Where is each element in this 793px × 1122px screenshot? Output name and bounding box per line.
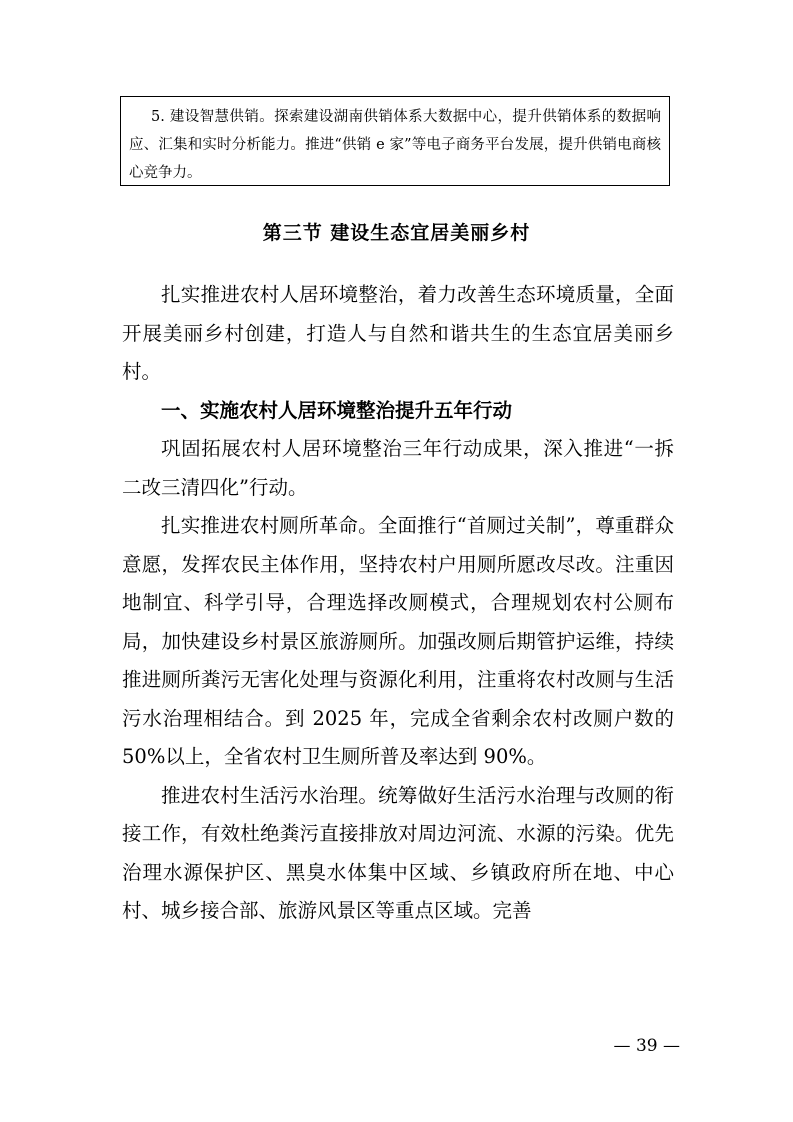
paragraph-intro: 扎实推进农村人居环境整治，着力改善生态环境质量，全面开展美丽乡村创建，打造人与自然和谐共生的生态宜居美丽乡村。	[122, 283, 674, 383]
paragraph-sewage-treatment: 推进农村生活污水治理。统筹做好生活污水治理与改厕的衔接工作，有效杜绝粪污直接排放对周边河流、水源的污染。优先治理水源保护区、黑臭水体集中区域、乡镇政府所在地、中心村、城乡接合部、旅游风景区等重点区域。完善	[122, 783, 674, 922]
callout-box	[120, 96, 670, 186]
callout-text: 5. 建设智慧供销。探索建设湖南供销体系大数据中心，提升供销体系的数据响应、汇集和实时分析能力。推进“供销 e 家”等电子商务平台发展，提升供销电商核心竞争力。	[129, 109, 661, 181]
paragraph-consolidate: 巩固拓展农村人居环境整治三年行动成果，深入推进“一拆二改三清四化”行动。	[122, 437, 674, 499]
section-title: 第三节 建设生态宜居美丽乡村	[262, 222, 531, 244]
subsection-heading: 一、实施农村人居环境整治提升五年行动	[161, 398, 513, 422]
page-number: — 39 —	[613, 1036, 680, 1056]
paragraph-toilet-revolution: 扎实推进农村厕所革命。全面推行“首厕过关制”，尊重群众意愿，发挥农民主体作用，坚持农村户用厕所愿改尽改。注重因地制宜、科学引导，合理选择改厕模式，合理规划农村公厕布局，加快建设乡村景区旅游厕所。加强改厕后期管护运维，持续推进厕所粪污无害化处理与资源化利用，注重将农村改厕与生活污水治理相结合。到 2025 年，完成全省剩余农村改厕户数的 50%以上，全省农村卫生厕所普及率达到 90%。	[122, 514, 674, 768]
body-text	[122, 276, 674, 931]
